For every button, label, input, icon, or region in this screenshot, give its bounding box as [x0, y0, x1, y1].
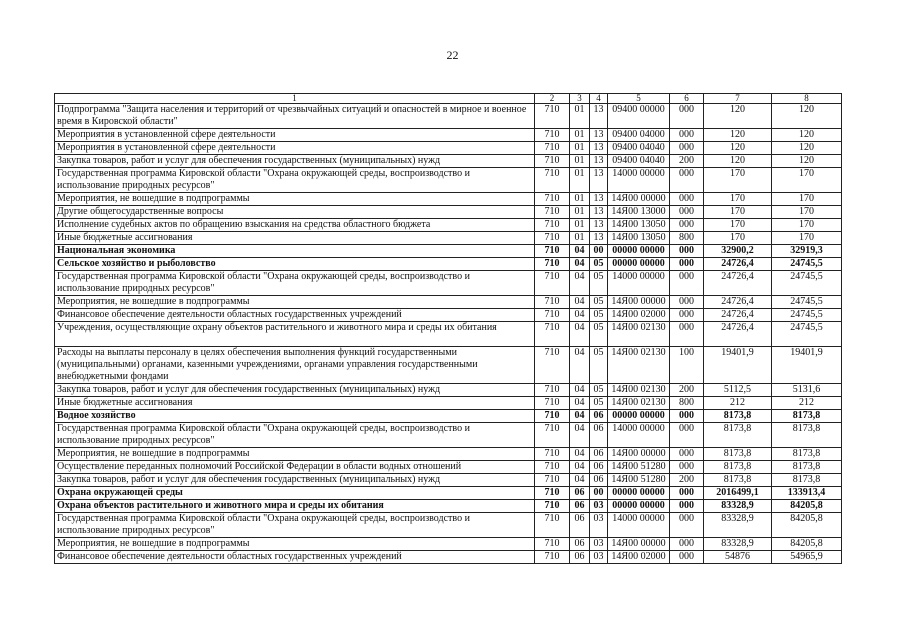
subsection-code-cell: 06 — [590, 410, 608, 423]
row-name-cell: Финансовое обеспечение деятельности областных государственных учреждений — [55, 309, 535, 322]
table-header-row — [55, 94, 842, 104]
chapter-code-cell: 710 — [535, 461, 570, 474]
section-code-cell: 04 — [570, 448, 590, 461]
amount-year-2-cell: 170 — [772, 193, 842, 206]
row-name-cell: Национальная экономика — [55, 245, 535, 258]
target-article-cell: 00000 00000 — [608, 500, 670, 513]
row-name-cell: Мероприятия, не вошедшие в подпрограммы — [55, 296, 535, 309]
table-row — [55, 322, 842, 347]
target-article-cell: 14Я00 02130 — [608, 322, 670, 347]
target-article-cell: 14Я00 13050 — [608, 219, 670, 232]
amount-year-2-cell: 8173,8 — [772, 461, 842, 474]
amount-year-1-cell: 32900,2 — [704, 245, 772, 258]
amount-year-1-cell: 8173,8 — [704, 461, 772, 474]
expense-type-cell: 200 — [670, 474, 704, 487]
amount-year-2-cell: 24745,5 — [772, 296, 842, 309]
row-name-cell: Исполнение судебных актов по обращению взыскания на средства областного бюджета — [55, 219, 535, 232]
amount-year-1-cell: 170 — [704, 232, 772, 245]
amount-year-2-cell: 32919,3 — [772, 245, 842, 258]
chapter-code-cell: 710 — [535, 500, 570, 513]
amount-year-2-cell: 84205,8 — [772, 513, 842, 538]
row-name-cell: Государственная программа Кировской области "Охрана окружающей среды, воспроизводство и использование природных ресурсов" — [55, 271, 535, 296]
amount-year-2-cell: 170 — [772, 168, 842, 193]
chapter-code-cell: 710 — [535, 347, 570, 384]
amount-year-2-cell: 24745,5 — [772, 322, 842, 347]
amount-year-1-cell: 120 — [704, 104, 772, 129]
target-article-cell: 14Я00 02130 — [608, 347, 670, 384]
section-code-cell: 06 — [570, 487, 590, 500]
row-name-cell: Сельское хозяйство и рыболовство — [55, 258, 535, 271]
row-name-cell: Мероприятия в установленной сфере деятельности — [55, 129, 535, 142]
expense-type-cell: 000 — [670, 551, 704, 564]
subsection-code-cell: 13 — [590, 219, 608, 232]
amount-year-2-cell: 8173,8 — [772, 474, 842, 487]
expense-type-cell: 000 — [670, 487, 704, 500]
table-row — [55, 245, 842, 258]
subsection-code-cell: 05 — [590, 271, 608, 296]
row-name-cell: Мероприятия в установленной сфере деятельности — [55, 142, 535, 155]
table-row — [55, 500, 842, 513]
expense-type-cell: 000 — [670, 322, 704, 347]
section-code-cell: 01 — [570, 104, 590, 129]
subsection-code-cell: 03 — [590, 513, 608, 538]
amount-year-1-cell: 24726,4 — [704, 296, 772, 309]
amount-year-2-cell: 120 — [772, 104, 842, 129]
section-code-cell: 06 — [570, 538, 590, 551]
section-code-cell: 04 — [570, 461, 590, 474]
chapter-code-cell: 710 — [535, 258, 570, 271]
target-article-cell: 00000 00000 — [608, 258, 670, 271]
row-name-cell: Закупка товаров, работ и услуг для обеспечения государственных (муниципальных) нужд — [55, 384, 535, 397]
table-row — [55, 232, 842, 245]
section-code-cell: 01 — [570, 206, 590, 219]
row-name-cell: Осуществление переданных полномочий Российской Федерации в области водных отношений — [55, 461, 535, 474]
table-row — [55, 384, 842, 397]
row-name-cell: Расходы на выплаты персоналу в целях обеспечения выполнения функций государственными (муниципальными) органами, казенными учреждениями, органами управления государственными внебюджетными фондами — [55, 347, 535, 384]
amount-year-2-cell: 54965,9 — [772, 551, 842, 564]
row-name-cell: Государственная программа Кировской области "Охрана окружающей среды, воспроизводство и использование природных ресурсов" — [55, 513, 535, 538]
expense-type-cell: 000 — [670, 423, 704, 448]
chapter-code-cell: 710 — [535, 155, 570, 168]
chapter-code-cell: 710 — [535, 104, 570, 129]
section-code-cell: 04 — [570, 271, 590, 296]
target-article-cell: 14Я00 00000 — [608, 538, 670, 551]
amount-year-2-cell: 84205,8 — [772, 538, 842, 551]
expense-type-cell: 000 — [670, 245, 704, 258]
section-code-cell: 01 — [570, 155, 590, 168]
row-name-cell: Водное хозяйство — [55, 410, 535, 423]
row-name-cell: Государственная программа Кировской области "Охрана окружающей среды, воспроизводство и использование природных ресурсов" — [55, 423, 535, 448]
amount-year-2-cell: 212 — [772, 397, 842, 410]
column-header: 2 — [535, 94, 570, 104]
chapter-code-cell: 710 — [535, 206, 570, 219]
subsection-code-cell: 05 — [590, 384, 608, 397]
section-code-cell: 04 — [570, 410, 590, 423]
table-row — [55, 258, 842, 271]
expense-type-cell: 000 — [670, 168, 704, 193]
amount-year-1-cell: 5112,5 — [704, 384, 772, 397]
table-row — [55, 206, 842, 219]
amount-year-1-cell: 83328,9 — [704, 513, 772, 538]
chapter-code-cell: 710 — [535, 423, 570, 448]
expense-type-cell: 000 — [670, 500, 704, 513]
amount-year-2-cell: 120 — [772, 142, 842, 155]
target-article-cell: 09400 04040 — [608, 155, 670, 168]
amount-year-2-cell: 84205,8 — [772, 500, 842, 513]
amount-year-1-cell: 83328,9 — [704, 538, 772, 551]
section-code-cell: 01 — [570, 219, 590, 232]
row-name-cell: Государственная программа Кировской области "Охрана окружающей среды, воспроизводство и использование природных ресурсов" — [55, 168, 535, 193]
amount-year-2-cell: 8173,8 — [772, 410, 842, 423]
table-row — [55, 142, 842, 155]
subsection-code-cell: 03 — [590, 538, 608, 551]
amount-year-2-cell: 19401,9 — [772, 347, 842, 384]
row-name-cell: Подпрограмма "Защита населения и территорий от чрезвычайных ситуаций и опасностей в мирное и военное время в Кировской области" — [55, 104, 535, 129]
section-code-cell: 04 — [570, 309, 590, 322]
amount-year-1-cell: 2016499,1 — [704, 487, 772, 500]
table-row — [55, 168, 842, 193]
table-row — [55, 347, 842, 384]
subsection-code-cell: 06 — [590, 461, 608, 474]
table-row — [55, 487, 842, 500]
row-name-cell: Иные бюджетные ассигнования — [55, 232, 535, 245]
target-article-cell: 14000 00000 — [608, 423, 670, 448]
amount-year-2-cell: 170 — [772, 206, 842, 219]
amount-year-1-cell: 8173,8 — [704, 423, 772, 448]
expense-type-cell: 200 — [670, 384, 704, 397]
table-row — [55, 296, 842, 309]
expense-type-cell: 000 — [670, 513, 704, 538]
row-name-cell: Закупка товаров, работ и услуг для обеспечения государственных (муниципальных) нужд — [55, 474, 535, 487]
subsection-code-cell: 05 — [590, 258, 608, 271]
amount-year-1-cell: 120 — [704, 155, 772, 168]
chapter-code-cell: 710 — [535, 448, 570, 461]
chapter-code-cell: 710 — [535, 487, 570, 500]
subsection-code-cell: 03 — [590, 500, 608, 513]
chapter-code-cell: 710 — [535, 474, 570, 487]
section-code-cell: 01 — [570, 232, 590, 245]
section-code-cell: 01 — [570, 193, 590, 206]
expense-type-cell: 000 — [670, 258, 704, 271]
table-row — [55, 155, 842, 168]
amount-year-2-cell: 170 — [772, 219, 842, 232]
chapter-code-cell: 710 — [535, 410, 570, 423]
target-article-cell: 14Я00 02000 — [608, 309, 670, 322]
target-article-cell: 14Я00 02130 — [608, 384, 670, 397]
subsection-code-cell: 13 — [590, 129, 608, 142]
target-article-cell: 09400 04040 — [608, 142, 670, 155]
chapter-code-cell: 710 — [535, 168, 570, 193]
amount-year-1-cell: 54876 — [704, 551, 772, 564]
table-row — [55, 461, 842, 474]
chapter-code-cell: 710 — [535, 245, 570, 258]
chapter-code-cell: 710 — [535, 271, 570, 296]
amount-year-2-cell: 133913,4 — [772, 487, 842, 500]
section-code-cell: 04 — [570, 423, 590, 448]
row-name-cell: Иные бюджетные ассигнования — [55, 397, 535, 410]
expense-type-cell: 000 — [670, 461, 704, 474]
amount-year-1-cell: 83328,9 — [704, 500, 772, 513]
amount-year-1-cell: 24726,4 — [704, 271, 772, 296]
subsection-code-cell: 00 — [590, 487, 608, 500]
chapter-code-cell: 710 — [535, 322, 570, 347]
expense-type-cell: 000 — [670, 104, 704, 129]
table-row — [55, 448, 842, 461]
table-row — [55, 309, 842, 322]
amount-year-1-cell: 170 — [704, 168, 772, 193]
expense-type-cell: 000 — [670, 193, 704, 206]
expense-type-cell: 000 — [670, 129, 704, 142]
target-article-cell: 14Я00 13000 — [608, 206, 670, 219]
amount-year-1-cell: 170 — [704, 219, 772, 232]
table-row — [55, 271, 842, 296]
expense-type-cell: 000 — [670, 271, 704, 296]
subsection-code-cell: 00 — [590, 245, 608, 258]
amount-year-1-cell: 8173,8 — [704, 410, 772, 423]
table-row — [55, 410, 842, 423]
section-code-cell: 01 — [570, 129, 590, 142]
target-article-cell: 14000 00000 — [608, 168, 670, 193]
section-code-cell: 06 — [570, 513, 590, 538]
section-code-cell: 04 — [570, 474, 590, 487]
subsection-code-cell: 05 — [590, 347, 608, 384]
chapter-code-cell: 710 — [535, 142, 570, 155]
amount-year-1-cell: 120 — [704, 129, 772, 142]
subsection-code-cell: 06 — [590, 423, 608, 448]
section-code-cell: 06 — [570, 500, 590, 513]
amount-year-1-cell: 120 — [704, 142, 772, 155]
section-code-cell: 04 — [570, 322, 590, 347]
chapter-code-cell: 710 — [535, 219, 570, 232]
subsection-code-cell: 05 — [590, 322, 608, 347]
page-number: 22 — [446, 48, 459, 62]
chapter-code-cell: 710 — [535, 538, 570, 551]
row-name-cell: Финансовое обеспечение деятельности областных государственных учреждений — [55, 551, 535, 564]
target-article-cell: 00000 00000 — [608, 487, 670, 500]
table-row — [55, 104, 842, 129]
amount-year-2-cell: 120 — [772, 155, 842, 168]
amount-year-2-cell: 24745,5 — [772, 271, 842, 296]
amount-year-1-cell: 170 — [704, 206, 772, 219]
amount-year-1-cell: 24726,4 — [704, 322, 772, 347]
section-code-cell: 04 — [570, 397, 590, 410]
chapter-code-cell: 710 — [535, 397, 570, 410]
subsection-code-cell: 13 — [590, 206, 608, 219]
target-article-cell: 14Я00 02000 — [608, 551, 670, 564]
subsection-code-cell: 13 — [590, 155, 608, 168]
amount-year-1-cell: 8173,8 — [704, 448, 772, 461]
subsection-code-cell: 13 — [590, 193, 608, 206]
column-header: 7 — [704, 94, 772, 104]
column-header: 3 — [570, 94, 590, 104]
expense-type-cell: 000 — [670, 296, 704, 309]
expense-type-cell: 100 — [670, 347, 704, 384]
chapter-code-cell: 710 — [535, 513, 570, 538]
column-header: 1 — [55, 94, 535, 104]
chapter-code-cell: 710 — [535, 232, 570, 245]
column-header: 6 — [670, 94, 704, 104]
section-code-cell: 04 — [570, 258, 590, 271]
subsection-code-cell: 05 — [590, 309, 608, 322]
target-article-cell: 14Я00 00000 — [608, 448, 670, 461]
target-article-cell: 14Я00 00000 — [608, 296, 670, 309]
chapter-code-cell: 710 — [535, 309, 570, 322]
row-name-cell: Закупка товаров, работ и услуг для обеспечения государственных (муниципальных) нужд — [55, 155, 535, 168]
amount-year-2-cell: 8173,8 — [772, 448, 842, 461]
expense-type-cell: 800 — [670, 232, 704, 245]
row-name-cell: Охрана окружающей среды — [55, 487, 535, 500]
budget-table — [54, 93, 842, 564]
expense-type-cell: 800 — [670, 397, 704, 410]
subsection-code-cell: 06 — [590, 448, 608, 461]
section-code-cell: 04 — [570, 384, 590, 397]
subsection-code-cell: 13 — [590, 104, 608, 129]
chapter-code-cell: 710 — [535, 296, 570, 309]
target-article-cell: 00000 00000 — [608, 410, 670, 423]
chapter-code-cell: 710 — [535, 384, 570, 397]
target-article-cell: 09400 00000 — [608, 104, 670, 129]
chapter-code-cell: 710 — [535, 551, 570, 564]
section-code-cell: 04 — [570, 296, 590, 309]
amount-year-2-cell: 170 — [772, 232, 842, 245]
column-header: 8 — [772, 94, 842, 104]
target-article-cell: 14Я00 13050 — [608, 232, 670, 245]
amount-year-1-cell: 212 — [704, 397, 772, 410]
amount-year-2-cell: 24745,5 — [772, 258, 842, 271]
table-row — [55, 538, 842, 551]
row-name-cell: Охрана объектов растительного и животного мира и среды их обитания — [55, 500, 535, 513]
expense-type-cell: 000 — [670, 448, 704, 461]
amount-year-2-cell: 24745,5 — [772, 309, 842, 322]
row-name-cell: Мероприятия, не вошедшие в подпрограммы — [55, 193, 535, 206]
subsection-code-cell: 13 — [590, 168, 608, 193]
subsection-code-cell: 13 — [590, 142, 608, 155]
amount-year-1-cell: 24726,4 — [704, 258, 772, 271]
expense-type-cell: 000 — [670, 538, 704, 551]
target-article-cell: 14Я00 51280 — [608, 474, 670, 487]
column-header: 4 — [590, 94, 608, 104]
subsection-code-cell: 05 — [590, 397, 608, 410]
subsection-code-cell: 05 — [590, 296, 608, 309]
expense-type-cell: 000 — [670, 219, 704, 232]
table-row — [55, 513, 842, 538]
table-body — [55, 104, 842, 564]
subsection-code-cell: 13 — [590, 232, 608, 245]
expense-type-cell: 000 — [670, 142, 704, 155]
amount-year-1-cell: 8173,8 — [704, 474, 772, 487]
expense-type-cell: 000 — [670, 206, 704, 219]
section-code-cell: 04 — [570, 347, 590, 384]
row-name-cell: Учреждения, осуществляющие охрану объектов растительного и животного мира и среды их обитания — [55, 322, 535, 347]
chapter-code-cell: 710 — [535, 129, 570, 142]
table-row — [55, 193, 842, 206]
table-row — [55, 474, 842, 487]
amount-year-1-cell: 19401,9 — [704, 347, 772, 384]
row-name-cell: Мероприятия, не вошедшие в подпрограммы — [55, 448, 535, 461]
table-row — [55, 423, 842, 448]
target-article-cell: 14000 00000 — [608, 271, 670, 296]
amount-year-2-cell: 8173,8 — [772, 423, 842, 448]
amount-year-1-cell: 24726,4 — [704, 309, 772, 322]
target-article-cell: 14000 00000 — [608, 513, 670, 538]
subsection-code-cell: 03 — [590, 551, 608, 564]
amount-year-1-cell: 170 — [704, 193, 772, 206]
table-row — [55, 551, 842, 564]
target-article-cell: 09400 04000 — [608, 129, 670, 142]
subsection-code-cell: 06 — [590, 474, 608, 487]
expense-type-cell: 000 — [670, 309, 704, 322]
column-header: 5 — [608, 94, 670, 104]
target-article-cell: 00000 00000 — [608, 245, 670, 258]
section-code-cell: 04 — [570, 245, 590, 258]
chapter-code-cell: 710 — [535, 193, 570, 206]
amount-year-2-cell: 5131,6 — [772, 384, 842, 397]
expense-type-cell: 000 — [670, 410, 704, 423]
row-name-cell: Мероприятия, не вошедшие в подпрограммы — [55, 538, 535, 551]
table-row — [55, 129, 842, 142]
section-code-cell: 06 — [570, 551, 590, 564]
target-article-cell: 14Я00 51280 — [608, 461, 670, 474]
section-code-cell: 01 — [570, 142, 590, 155]
table-row — [55, 219, 842, 232]
section-code-cell: 01 — [570, 168, 590, 193]
target-article-cell: 14Я00 02130 — [608, 397, 670, 410]
target-article-cell: 14Я00 00000 — [608, 193, 670, 206]
table-row — [55, 397, 842, 410]
amount-year-2-cell: 120 — [772, 129, 842, 142]
row-name-cell: Другие общегосударственные вопросы — [55, 206, 535, 219]
expense-type-cell: 200 — [670, 155, 704, 168]
